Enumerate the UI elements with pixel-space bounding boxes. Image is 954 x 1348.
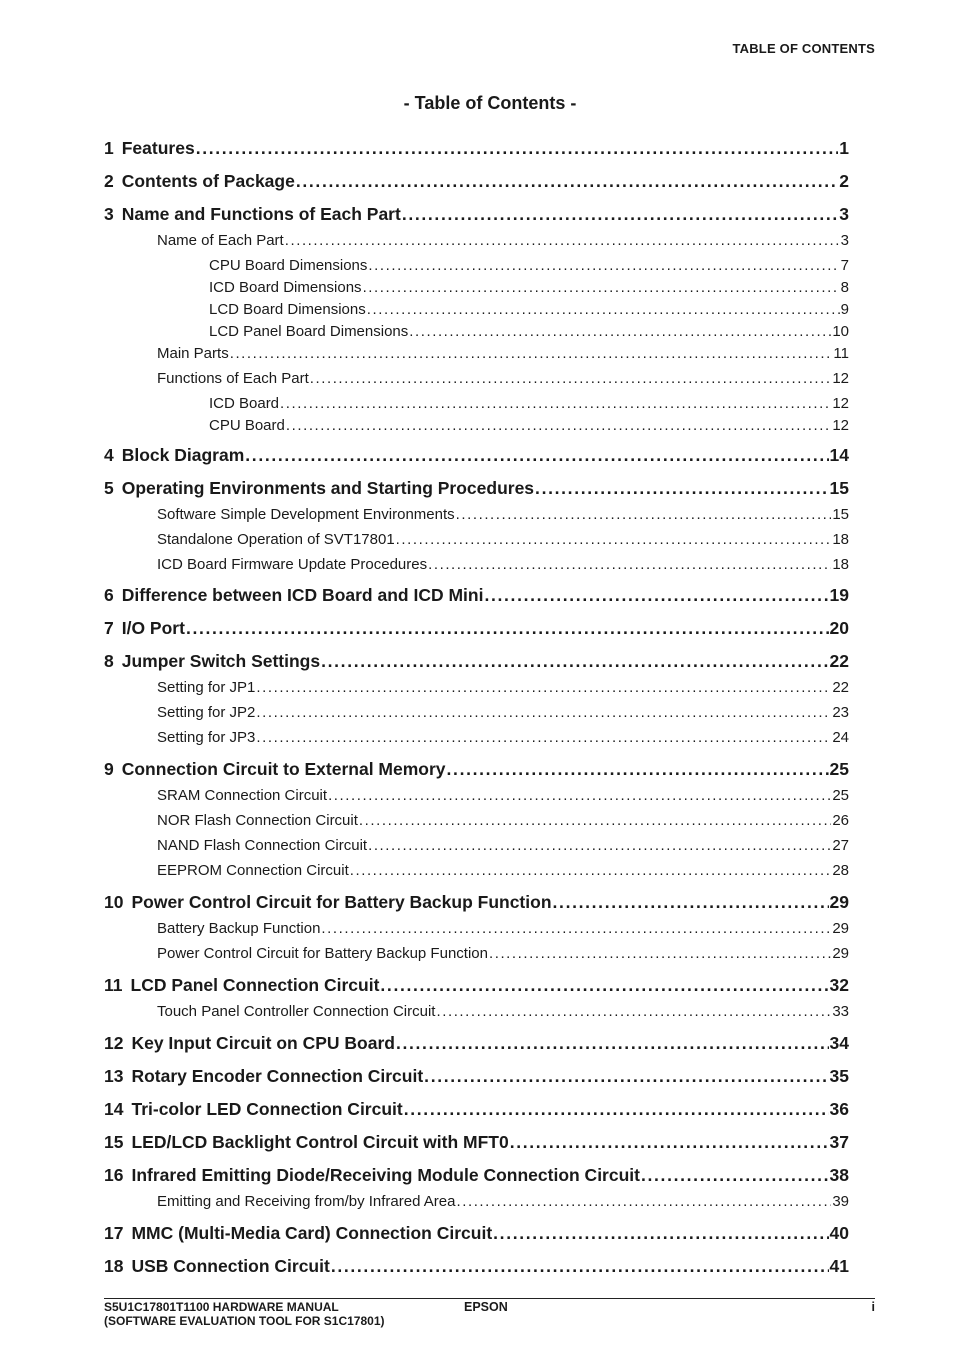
toc-dot-leader: [424, 1066, 828, 1087]
toc-entry-label: [104, 1165, 640, 1186]
toc-entry-number: 11: [104, 975, 123, 995]
toc-dot-leader: [285, 232, 840, 249]
toc-entry-label: [157, 812, 358, 829]
toc-dot-leader: [535, 478, 828, 499]
toc-entry-page: 1: [839, 138, 849, 158]
toc-entry-level-2[interactable]: [157, 729, 849, 746]
toc-dot-leader: [428, 556, 831, 573]
toc-entry-level-3[interactable]: [209, 323, 849, 340]
toc-entry-level-1[interactable]: [104, 171, 849, 192]
toc-entry-label: [157, 862, 349, 879]
toc-entry-label: [104, 445, 244, 466]
toc-entry-label: [104, 138, 195, 159]
toc-entry-level-2[interactable]: [157, 232, 849, 249]
toc-entry-text: LCD Panel Connection Circuit: [130, 975, 380, 995]
footer-page-number: i: [871, 1300, 875, 1314]
toc-entry-text: ICD Board: [209, 395, 280, 412]
toc-entry-label: [157, 787, 327, 804]
toc-entry-text: LCD Board Dimensions: [209, 301, 366, 318]
toc-entry-page: 35: [829, 1066, 849, 1086]
toc-entry-page: 8: [840, 279, 849, 296]
toc-dot-leader: [409, 323, 831, 340]
toc-dot-leader: [456, 506, 832, 523]
toc-entry-page: 3: [839, 204, 849, 224]
toc-entry-text: Jumper Switch Settings: [121, 651, 321, 671]
toc-entry-text: SRAM Connection Circuit: [157, 787, 328, 804]
toc-entry-level-1[interactable]: [104, 1132, 849, 1153]
toc-entry-number: 1: [104, 138, 114, 158]
toc-entry-level-2[interactable]: [157, 812, 849, 829]
toc-entry-text: USB Connection Circuit: [131, 1256, 330, 1276]
toc-dot-leader: [402, 204, 838, 225]
toc-dot-leader: [363, 279, 840, 296]
toc-entry-page: 41: [829, 1256, 849, 1276]
toc-dot-leader: [641, 1165, 829, 1186]
toc-dot-leader: [380, 975, 828, 996]
toc-entry-text: Key Input Circuit on CPU Board: [131, 1033, 395, 1053]
toc-entry-page: 39: [832, 1193, 849, 1210]
toc-entry-text: ICD Board Dimensions: [209, 279, 362, 296]
toc-dot-leader: [321, 651, 828, 672]
toc-entry-number: 4: [104, 445, 114, 465]
toc-entry-label: [157, 920, 320, 937]
toc-entry-label: [104, 1066, 423, 1087]
toc-entry-text: Touch Panel Controller Connection Circuit: [157, 1003, 436, 1020]
toc-entry-text: Main Parts: [157, 345, 229, 362]
toc-entry-page: 34: [829, 1033, 849, 1053]
toc-dot-leader: [368, 257, 839, 274]
toc-dot-leader: [553, 892, 829, 913]
toc-entry-text: Power Control Circuit for Battery Backup Function: [157, 945, 488, 962]
toc-dot-leader: [396, 531, 832, 548]
toc-entry-label: [209, 417, 285, 434]
toc-entry-level-3[interactable]: [209, 395, 849, 412]
toc-entry-level-1[interactable]: [104, 585, 849, 606]
toc-entry-text: CPU Board: [209, 417, 285, 434]
toc-entry-text: NOR Flash Connection Circuit: [157, 812, 358, 829]
toc-entry-label: [104, 618, 185, 639]
toc-entry-text: I/O Port: [121, 618, 185, 638]
toc-entry-level-2[interactable]: [157, 556, 849, 573]
toc-entry-level-1[interactable]: [104, 138, 849, 159]
toc-entry-text: Setting for JP1: [157, 679, 256, 696]
toc-entry-text: LCD Panel Board Dimensions: [209, 323, 409, 340]
toc-entry-number: 13: [104, 1066, 124, 1086]
page-title: - Table of Contents -: [403, 93, 577, 113]
toc-entry-level-2[interactable]: [157, 531, 849, 548]
toc-entry-label: [157, 945, 488, 962]
toc-dot-leader: [404, 1099, 829, 1120]
toc-entry-page: 24: [832, 729, 849, 746]
toc-entry-number: 8: [104, 651, 114, 671]
toc-entry-text: Setting for JP2: [157, 704, 256, 721]
toc-entry-text: ICD Board Firmware Update Procedures: [157, 556, 428, 573]
toc-entry-page: 25: [832, 787, 849, 804]
toc-entry-text: Functions of Each Part: [157, 370, 309, 387]
toc-entry-page: 3: [840, 232, 849, 249]
toc-entry-label: [104, 892, 552, 913]
toc-entry-level-2[interactable]: [157, 1193, 849, 1210]
footer-document-title: [104, 1300, 384, 1328]
toc-entry-text: Connection Circuit to External Memory: [121, 759, 446, 779]
toc-entry-page: 22: [829, 651, 849, 671]
toc-entry-label: [104, 171, 295, 192]
toc-entry-text: Contents of Package: [121, 171, 295, 191]
toc-entry-label: [104, 1132, 509, 1153]
toc-entry-label: [104, 1099, 403, 1120]
toc-entry-label: [157, 345, 229, 362]
toc-entry-page: 22: [832, 679, 849, 696]
toc-entry-level-1[interactable]: [104, 1165, 849, 1186]
toc-entry-page: 33: [832, 1003, 849, 1020]
toc-entry-text: Operating Environments and Starting Procedures: [121, 478, 535, 498]
toc-entry-page: 27: [832, 837, 849, 854]
toc-entry-page: 29: [832, 945, 849, 962]
toc-entry-level-1[interactable]: [104, 478, 849, 499]
toc-entry-page: 38: [829, 1165, 849, 1185]
toc-dot-leader: [359, 812, 831, 829]
running-header: TABLE OF CONTENTS: [732, 41, 875, 56]
toc-entry-level-2[interactable]: [157, 945, 849, 962]
toc-entry-page: 7: [840, 257, 849, 274]
toc-dot-leader: [493, 1223, 828, 1244]
toc-entry-page: 11: [833, 345, 849, 362]
toc-entry-label: [104, 1256, 330, 1277]
toc-entry-label: [157, 1003, 435, 1020]
toc-entry-text: Emitting and Receiving from/by Infrared Area: [157, 1193, 456, 1210]
toc-dot-leader: [436, 1003, 831, 1020]
toc-entry-label: [104, 1223, 492, 1244]
toc-entry-level-2[interactable]: [157, 679, 849, 696]
toc-entry-page: 15: [832, 506, 849, 523]
toc-entry-level-3[interactable]: [209, 301, 849, 318]
toc-entry-number: 9: [104, 759, 114, 779]
toc-dot-leader: [350, 862, 832, 879]
toc-entry-page: 23: [832, 704, 849, 721]
toc-entry-level-2[interactable]: [157, 1003, 849, 1020]
toc-entry-level-2[interactable]: [157, 862, 849, 879]
toc-entry-number: 12: [104, 1033, 124, 1053]
toc-dot-leader: [456, 1193, 831, 1210]
toc-entry-text: Setting for JP3: [157, 729, 256, 746]
toc-entry-level-2[interactable]: [157, 704, 849, 721]
toc-entry-number: 2: [104, 171, 114, 191]
toc-entry-text: Tri-color LED Connection Circuit: [131, 1099, 403, 1119]
toc-dot-leader: [484, 585, 828, 606]
toc-entry-page: 12: [832, 370, 849, 387]
toc-entry-number: 7: [104, 618, 114, 638]
toc-entry-page: 9: [840, 301, 849, 318]
toc-entry-label: [157, 506, 455, 523]
toc-entry-page: 26: [832, 812, 849, 829]
toc-entry-label: [104, 759, 446, 780]
toc-entry-page: 19: [829, 585, 849, 605]
toc-entry-page: 15: [829, 478, 849, 498]
toc-entry-label: [104, 204, 401, 225]
toc-dot-leader: [256, 704, 831, 721]
toc-entry-number: 14: [104, 1099, 124, 1119]
toc-entry-number: 16: [104, 1165, 124, 1185]
toc-dot-leader: [321, 920, 831, 937]
toc-dot-leader: [286, 417, 831, 434]
toc-entry-level-2[interactable]: [157, 787, 849, 804]
toc-entry-level-1[interactable]: [104, 1223, 849, 1244]
toc-entry-page: 14: [829, 445, 849, 465]
toc-entry-label: [157, 679, 255, 696]
toc-dot-leader: [256, 679, 831, 696]
toc-entry-page: 20: [829, 618, 849, 638]
toc-dot-leader: [256, 729, 831, 746]
toc-entry-page: 40: [829, 1223, 849, 1243]
toc-entry-level-1[interactable]: [104, 204, 849, 225]
toc-entry-text: Rotary Encoder Connection Circuit: [131, 1066, 424, 1086]
toc-entry-label: [209, 279, 362, 296]
toc-entry-level-2[interactable]: [157, 345, 849, 362]
toc-entry-level-2[interactable]: [157, 920, 849, 937]
toc-entry-page: 12: [832, 417, 849, 434]
toc-entry-level-1[interactable]: [104, 975, 849, 996]
toc-entry-level-1[interactable]: [104, 651, 849, 672]
footer-document-line-1: S5U1C17801T1100 HARDWARE MANUAL: [104, 1300, 339, 1314]
toc-entry-level-1[interactable]: [104, 618, 849, 639]
toc-entry-number: 15: [104, 1132, 124, 1152]
toc-entry-text: Name of Each Part: [157, 232, 284, 249]
toc-entry-label: [104, 975, 379, 996]
toc-dot-leader: [396, 1033, 829, 1054]
toc-entry-label: [104, 1033, 395, 1054]
toc-dot-leader: [368, 837, 831, 854]
toc-entry-text: CPU Board Dimensions: [209, 257, 368, 274]
toc-dot-leader: [186, 618, 829, 639]
toc-entry-page: 29: [829, 892, 849, 912]
toc-entry-text: Infrared Emitting Diode/Receiving Module Connection Circuit: [131, 1165, 640, 1185]
toc-entry-label: [104, 651, 320, 672]
toc-entry-text: Power Control Circuit for Battery Backup Function: [131, 892, 552, 912]
toc-entry-page: 32: [829, 975, 849, 995]
toc-entry-label: [157, 729, 255, 746]
toc-entry-level-2[interactable]: [157, 506, 849, 523]
toc-entry-number: 6: [104, 585, 114, 605]
toc-entry-label: [209, 301, 366, 318]
toc-entry-number: 5: [104, 478, 114, 498]
toc-entry-label: [157, 556, 427, 573]
toc-entry-level-1[interactable]: [104, 445, 849, 466]
toc-entry-level-3[interactable]: [209, 257, 849, 274]
toc-entry-text: NAND Flash Connection Circuit: [157, 837, 368, 854]
toc-entry-label: [209, 323, 408, 340]
toc-entry-label: [209, 257, 367, 274]
toc-entry-label: [209, 395, 279, 412]
toc-entry-text: Software Simple Development Environments: [157, 506, 455, 523]
toc-entry-level-1[interactable]: [104, 1033, 849, 1054]
toc-entry-level-3[interactable]: [209, 279, 849, 296]
footer-divider: [104, 1298, 875, 1299]
toc-entry-level-1[interactable]: [104, 1099, 849, 1120]
toc-entry-label: [104, 585, 483, 606]
toc-entry-page: 36: [829, 1099, 849, 1119]
toc-dot-leader: [296, 171, 838, 192]
toc-entry-level-2[interactable]: [157, 370, 849, 387]
toc-entry-label: [157, 370, 309, 387]
toc-entry-page: 37: [829, 1132, 849, 1152]
toc-entry-number: 17: [104, 1223, 124, 1243]
toc-entry-text: MMC (Multi-Media Card) Connection Circuit: [131, 1223, 493, 1243]
toc-entry-page: 29: [832, 920, 849, 937]
toc-entry-level-1[interactable]: [104, 759, 849, 780]
toc-entry-page: 18: [832, 556, 849, 573]
toc-entry-text: Difference between ICD Board and ICD Mini: [121, 585, 484, 605]
toc-entry-text: Name and Functions of Each Part: [121, 204, 401, 224]
toc-entry-number: 3: [104, 204, 114, 224]
toc-dot-leader: [510, 1132, 829, 1153]
toc-entry-level-1[interactable]: [104, 1066, 849, 1087]
toc-dot-leader: [447, 759, 829, 780]
toc-entry-page: 10: [832, 323, 849, 340]
toc-dot-leader: [230, 345, 833, 362]
toc-dot-leader: [245, 445, 828, 466]
toc-entry-text: LED/LCD Backlight Control Circuit with MFT0: [131, 1132, 509, 1152]
toc-dot-leader: [367, 301, 840, 318]
toc-entry-text: Battery Backup Function: [157, 920, 321, 937]
toc-dot-leader: [331, 1256, 829, 1277]
toc-entry-text: Features: [121, 138, 195, 158]
toc-entry-label: [157, 837, 367, 854]
toc-entry-label: [157, 1193, 455, 1210]
toc-entry-page: 28: [832, 862, 849, 879]
toc-entry-page: 12: [832, 395, 849, 412]
toc-entry-number: 10: [104, 892, 124, 912]
toc-entry-level-1[interactable]: [104, 1256, 849, 1277]
toc-entry-level-3[interactable]: [209, 417, 849, 434]
toc-entry-label: [157, 704, 255, 721]
footer-document-line-2: (SOFTWARE EVALUATION TOOL FOR S1C17801): [104, 1314, 385, 1328]
toc-dot-leader: [310, 370, 832, 387]
footer-brand: EPSON: [464, 1300, 508, 1314]
toc-entry-label: [157, 531, 395, 548]
toc-entry-text: Standalone Operation of SVT17801: [157, 531, 395, 548]
toc-entry-text: EEPROM Connection Circuit: [157, 862, 349, 879]
toc-dot-leader: [280, 395, 831, 412]
toc-entry-text: Block Diagram: [121, 445, 245, 465]
toc-entry-page: 2: [839, 171, 849, 191]
toc-entry-number: 18: [104, 1256, 124, 1276]
toc-entry-page: 25: [829, 759, 849, 779]
toc-dot-leader: [489, 945, 831, 962]
toc-entry-page: 18: [832, 531, 849, 548]
toc-entry-level-2[interactable]: [157, 837, 849, 854]
toc-dot-leader: [328, 787, 831, 804]
toc-entry-label: [157, 232, 284, 249]
toc-entry-level-1[interactable]: [104, 892, 849, 913]
toc-dot-leader: [196, 138, 839, 159]
toc-entry-label: [104, 478, 534, 499]
